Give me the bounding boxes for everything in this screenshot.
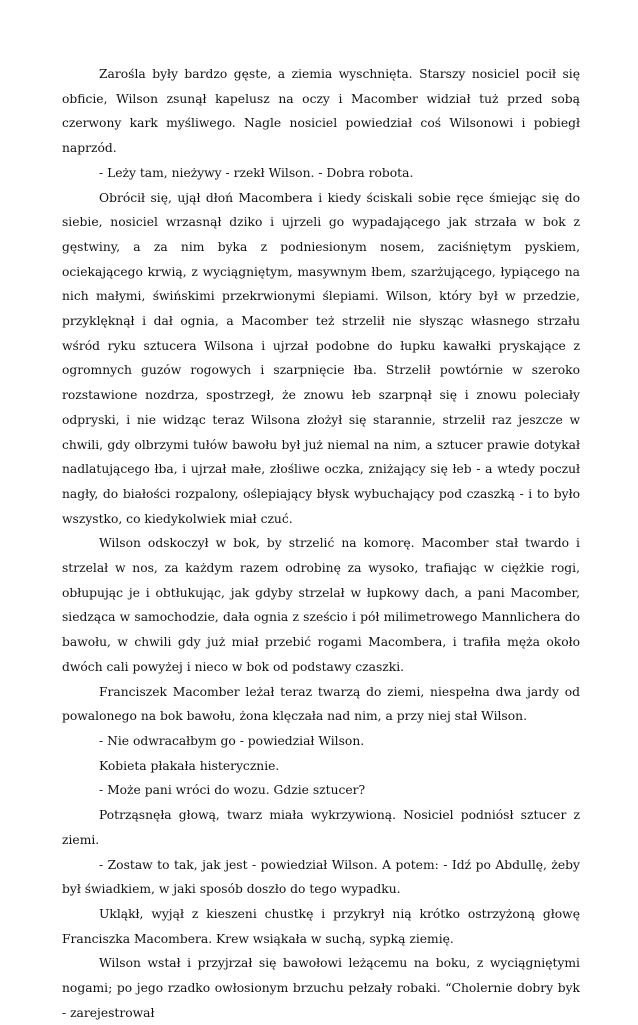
paragraph-10: - Zostaw to tak, jak jest - powiedział Wilson. A potem: - Idź po Abdullę, żeby był świadkiem, w jaki sposób doszło do tego wypadku. bbox=[62, 857, 580, 897]
paragraph-7: Kobieta płakała histerycznie. bbox=[99, 758, 280, 773]
paragraph-4: Wilson odskoczył w bok, by strzelić na komorę. Macomber stał twardo i strzelał w nos, za każdym razem odrobinę za wysoko, trafiając w ciężkie rogi, obłupując je i obtłukując, jak gdyby strzelał w łupkowy dach, a pani Macomber, siedząca w samochodzie, dała ognia z sześcio i pół milimetrowego Mannlichera do bawołu, w chwili gdy już miał przebić rogami Macombera, i trafiła męża około dwóch cali powyżej i nieco w bok od podstawy czaszki. bbox=[62, 536, 580, 674]
document-page bbox=[62, 62, 580, 1025]
paragraph-2: - Leży tam, nieżywy - rzekł Wilson. - Dobra robota. bbox=[99, 165, 414, 180]
paragraph-11: Ukląkł, wyjął z kieszeni chustkę i przykrył nią krótko ostrzyżoną głowę Franciszka Macombera. Krew wsiąkała w suchą, sypką ziemię. bbox=[62, 906, 580, 946]
paragraph-6: - Nie odwracałbym go - powiedział Wilson. bbox=[99, 733, 365, 748]
paragraph-8: - Może pani wróci do wozu. Gdzie sztucer? bbox=[99, 783, 366, 798]
paragraph-5: Franciszek Macomber leżał teraz twarzą do ziemi, niespełna dwa jardy od powalonego na bok bawołu, żona klęczała nad nim, a przy niej stał Wilson. bbox=[62, 684, 580, 724]
paragraph-9: Potrząsnęła głową, twarz miała wykrzywioną. Nosiciel podniósł sztucer z ziemi. bbox=[62, 808, 580, 847]
paragraph-3: Obrócił się, ujął dłoń Macombera i kiedy ściskali sobie ręce śmiejąc się do siebie, nosiciel wrzasnął dziko i ujrzeli go wypadającego jak strzała w bok z gęstwiny, a za nim byka z podniesionym nosem, zaciśniętym pyskiem, ociekającego krwią, z wyciągniętym, masywnym łbem, szarżującego, łypiącego na nich małymi, świńskimi przekrwionymi ślepiami. Wilson, który był w przedzie, przyklęknął i dał ognia, a Macomber też strzelił nie słysząc własnego strzału wśród ryku sztucera Wilsona i ujrzał podobne do łupku kawałki pryskające z ogromnych guzów rogowych i szarpnięcie łba. Strzelił powtórnie w szeroko rozstawione nozdrza, spostrzegł, że znowu łeb szarpnął się i znowu poleciały odpryski, i nie widząc teraz Wilsona złożył się starannie, strzelił raz jeszcze w chwili, gdy olbrzymi tułów bawołu był już niemal na nim, a sztucer prawie dotykał nadlatującego łba, i ujrzał małe, złośliwe oczka, zniżający się łeb - a wtedy poczuł nagły, do białości rozpalony, oślepiający błysk wybuchający pod czaszką - i to było wszystko, co kiedykolwiek miał czuć. bbox=[62, 190, 580, 526]
paragraph-12: Wilson wstał i przyjrzał się bawołowi leżącemu na boku, z wyciągniętymi nogami; po jego rzadko owłosionym brzuchu pełzały robaki. “Cholernie dobry byk - zarejestrował bbox=[62, 956, 580, 1020]
paragraph-1: Zarośla były bardzo gęste, a ziemia wyschnięta. Starszy nosiciel pocił się obficie, Wilson zsunął kapelusz na oczy i Macomber widział tuż przed sobą czerwony kark myśliwego. Nagle nosiciel powiedział coś Wilsonowi i pobiegł naprzód. bbox=[62, 67, 580, 156]
